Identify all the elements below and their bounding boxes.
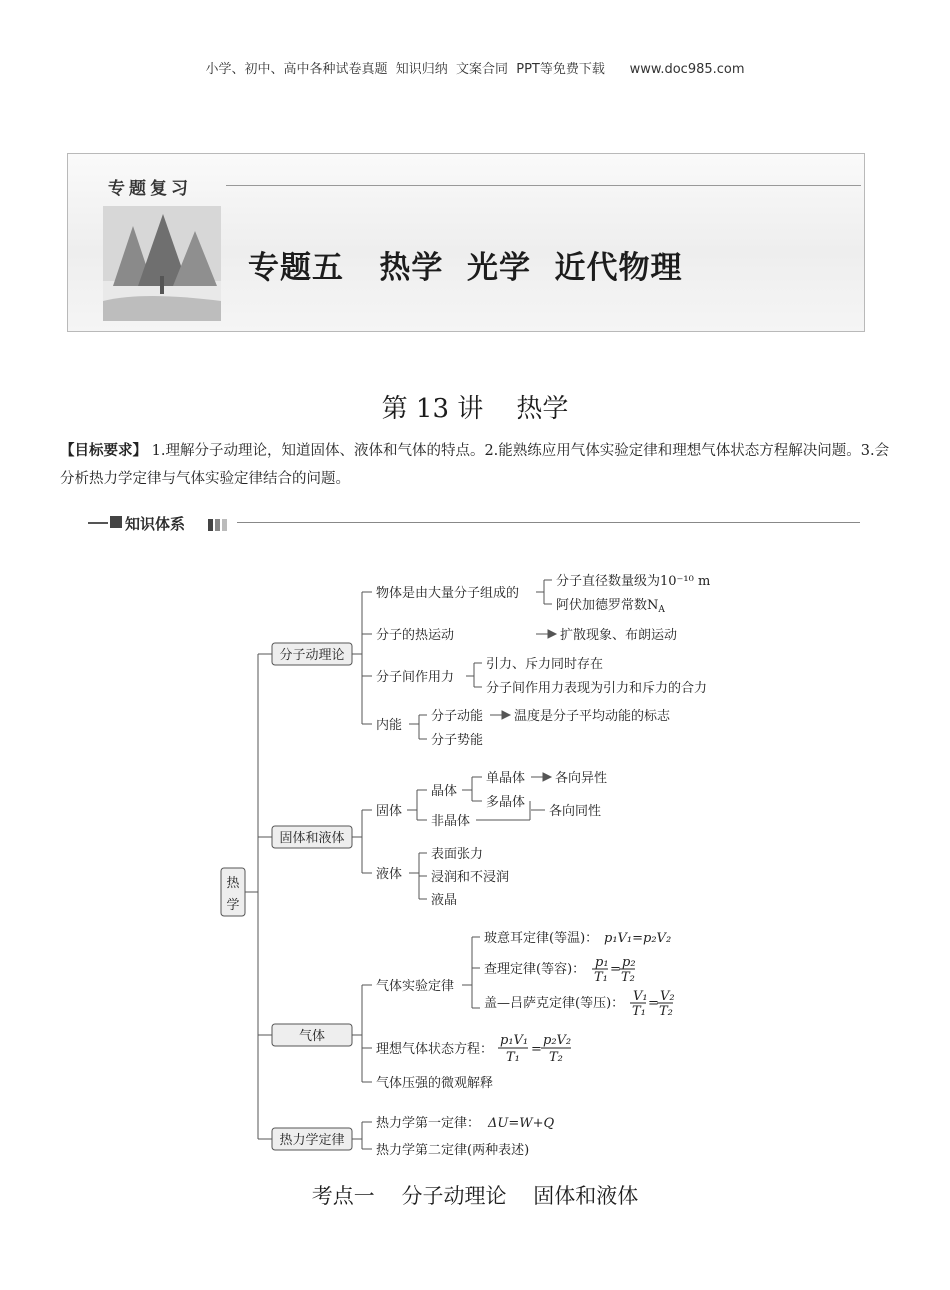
node-crystal: 晶体 xyxy=(431,784,458,799)
frac-v2: V₂ xyxy=(660,989,675,1004)
goals-text: 1.理解分子动理论，知道固体、液体和气体的特点。2.能熟练应用气体实验定律和理想气体状态方程解决问题。3.会分析热力学定律与气体实验定律结合的问题。 xyxy=(60,443,890,487)
node-liquid-crystal: 液晶 xyxy=(431,893,458,908)
frac-eq-b: = xyxy=(648,996,659,1011)
node-liquid: 液体 xyxy=(376,867,403,882)
mindmap-root-char1: 热 xyxy=(226,876,240,891)
node-thermal-motion: 分子的热运动 xyxy=(376,628,455,643)
frac-t2: T₂ xyxy=(621,970,635,985)
node-ke: 分子动能 xyxy=(431,709,484,724)
node-avogadro: 阿伏加德罗常数$N_A$ xyxy=(556,598,665,615)
node-thermal-result: 扩散现象、布朗运动 xyxy=(560,628,678,643)
node-gas-laws: 气体实验定律 xyxy=(376,979,455,994)
frac-p2: p₂ xyxy=(622,955,636,970)
frac-t1c: T₁ xyxy=(506,1050,520,1065)
frac-eq: = xyxy=(610,962,621,977)
formula-ideal-gas xyxy=(498,1033,571,1065)
node-surface-tension: 表面张力 xyxy=(431,847,484,862)
goals-label: 【目标要求】 xyxy=(60,442,147,459)
formula-gay-lussac xyxy=(630,989,675,1019)
node-amorphous: 非晶体 xyxy=(431,814,471,829)
node-force-1: 引力、斥力同时存在 xyxy=(486,657,604,672)
node-composition: 物体是由大量分子组成的 xyxy=(376,586,520,601)
node-force: 分子间作用力 xyxy=(376,670,455,685)
branch-thermo: 热力学定律 xyxy=(279,1133,345,1148)
frac-p1: p₁ xyxy=(595,955,609,970)
frac-t2b: T₂ xyxy=(659,1004,673,1019)
node-boyle: 玻意耳定律(等温)： xyxy=(484,931,599,946)
node-charles: 查理定律(等容)： xyxy=(484,962,586,977)
branch-solid-liquid: 固体和液体 xyxy=(279,831,345,846)
frac-v1: V₁ xyxy=(633,989,648,1004)
node-force-2: 分子间作用力表现为引力和斥力的合力 xyxy=(486,681,708,696)
node-anisotropy: 各向异性 xyxy=(555,771,608,786)
node-wetting: 浸润和不浸润 xyxy=(431,870,510,885)
node-single-crystal: 单晶体 xyxy=(486,771,526,786)
branch-gas: 气体 xyxy=(298,1029,326,1044)
page-watermark: 小学、初中、高中各种试卷真题 知识归纳 文案合同 PPT等免费下载 www.doc985.com xyxy=(205,62,745,77)
node-solid: 固体 xyxy=(376,804,403,819)
node-gay-lussac: 盖—吕萨克定律(等压)： xyxy=(484,996,625,1011)
lecture-title: 第 13 讲 热学 xyxy=(381,394,569,424)
frac-eq-c: = xyxy=(531,1042,542,1057)
node-second-law: 热力学第二定律(两种表述) xyxy=(376,1143,530,1158)
frac-p2v2: p₂V₂ xyxy=(543,1033,572,1048)
frac-t2c: T₂ xyxy=(549,1050,563,1065)
mindmap-root-char2: 学 xyxy=(226,898,240,913)
banner-title: 专题五 热学 光学 近代物理 xyxy=(248,250,683,286)
node-poly-crystal: 多晶体 xyxy=(486,795,526,810)
banner-label: 专题复习 xyxy=(108,179,192,199)
formula-charles xyxy=(592,955,636,985)
frac-t1: T₁ xyxy=(594,970,608,985)
node-pe: 分子势能 xyxy=(431,733,484,748)
frac-t1b: T₁ xyxy=(632,1004,646,1019)
branch-molecular: 分子动理论 xyxy=(279,648,345,663)
formula-boyle: p₁V₁=p₂V₂ xyxy=(604,931,672,946)
node-first-law: 热力学第一定律： xyxy=(376,1116,481,1131)
node-internal-energy: 内能 xyxy=(376,718,403,733)
node-diameter: 分子直径数量级为10⁻¹⁰ m xyxy=(556,574,711,589)
node-isotropy: 各向同性 xyxy=(549,804,602,819)
node-ideal-gas: 理想气体状态方程： xyxy=(376,1042,494,1057)
formula-first-law: ΔU=W+Q xyxy=(488,1116,555,1131)
node-ke-result: 温度是分子平均动能的标志 xyxy=(514,709,671,724)
node-pressure-micro: 气体压强的微观解释 xyxy=(376,1076,494,1091)
kaodian-title: 考点一 分子动理论 固体和液体 xyxy=(311,1184,639,1208)
section-title: 知识体系 xyxy=(125,515,186,533)
frac-p1v1: p₁V₁ xyxy=(500,1033,529,1048)
